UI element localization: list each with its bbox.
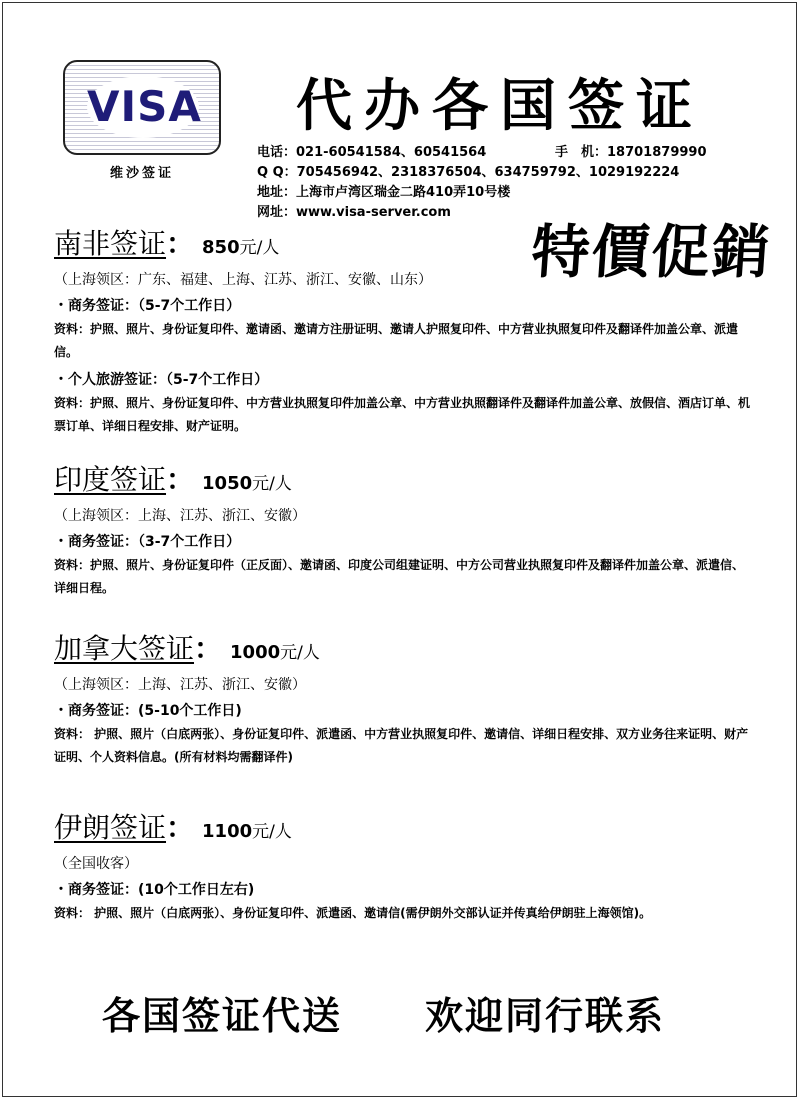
visa-type-label: ・商务签证：（5-7个工作日） (54, 298, 241, 314)
section-unit: 元/人 (252, 822, 292, 842)
visa-type-label: ・商务签证：(10个工作日左右) (54, 882, 255, 898)
section-name: 印度签证 (54, 463, 167, 496)
contact-mobile: 手 机：18701879990 (555, 145, 707, 160)
section-name: 伊朗签证 (54, 811, 167, 844)
visa-type-label: ・个人旅游签证：（5-7个工作日） (54, 372, 269, 388)
logo-text: VISA (87, 76, 199, 138)
contact-address: 地址：上海市卢湾区瑞金二路410弄10号楼 (257, 185, 511, 200)
visa-section-canada (54, 627, 754, 769)
footer-slogan-contact: 欢迎同行联系 (425, 994, 666, 1038)
visa-section-india (54, 458, 754, 600)
section-name: 加拿大签证 (54, 632, 195, 665)
section-price: 850 (202, 237, 240, 258)
promo-banner: 特價促銷 (529, 218, 775, 286)
section-unit: 元/人 (239, 238, 280, 258)
contact-qq: Q Q：705456942、2318376504、634759792、1029192224 (257, 165, 680, 180)
section-region: （上海领区：上海、江苏、浙江、安徽） (54, 677, 306, 693)
section-price: 1100 (202, 821, 253, 842)
section-region: （全国收客） (54, 856, 138, 872)
footer-slogan-delivery: 各国签证代送 (102, 994, 343, 1038)
visa-type-requirements: 资料：护照、照片、身份证复印件、邀请函、邀请方注册证明、邀请人护照复印件、中方营业执照复印件及翻译件加盖公章、派遣信。 (54, 322, 739, 359)
contact-website[interactable]: 网址：www.visa-server.com (257, 205, 451, 220)
section-price: 1050 (202, 473, 253, 494)
section-title: 加拿大签证： 1000元/人 (54, 632, 320, 665)
visa-type-requirements: 资料：护照、照片、身份证复印件、中方营业执照复印件加盖公章、中方营业执照翻译件及翻译件加盖公章、放假信、酒店订单、机票订单、详细日程安排、财产证明。 (54, 396, 751, 433)
visa-type-label: ・商务签证：（3-7个工作日） (54, 534, 241, 550)
visa-type-requirements: 资料： 护照、照片（白底两张）、身份证复印件、派遣函、邀请信(需伊朗外交部认证并传真给伊朗驻上海领馆)。 (54, 906, 652, 920)
visa-type-label: ・商务签证：(5-10个工作日) (54, 703, 242, 719)
section-name: 南非签证 (54, 227, 167, 260)
section-unit: 元/人 (252, 474, 292, 494)
visa-logo (63, 60, 221, 155)
logo-caption: 维沙签证 (109, 166, 174, 181)
page-title: 代办各国签证 (296, 74, 704, 139)
visa-type-requirements: 资料： 护照、照片（白底两张）、身份证复印件、派遣函、中方营业执照复印件、邀请信、详细日程安排、双方业务往来证明、财产证明、个人资料信息。(所有材料均需翻译件) (54, 727, 749, 764)
visa-section-iran (54, 806, 754, 925)
visa-type-requirements: 资料：护照、照片、身份证复印件（正反面）、邀请函、印度公司组建证明、中方公司营业执照复印件及翻译件加盖公章、派遣信、详细日程。 (54, 558, 745, 595)
contact-phone: 电话：021-60541584、60541564 (257, 145, 487, 160)
section-price: 1000 (230, 642, 281, 663)
visa-section-south-africa (54, 222, 754, 438)
section-unit: 元/人 (280, 643, 320, 663)
section-title: 印度签证： 1050元/人 (54, 463, 292, 496)
section-title: 南非签证： 850元/人 (54, 227, 280, 260)
section-title: 伊朗签证： 1100元/人 (54, 811, 292, 844)
section-region: （上海领区：广东、福建、上海、江苏、浙江、安徽、山东） (54, 272, 432, 288)
section-region: （上海领区：上海、江苏、浙江、安徽） (54, 508, 306, 524)
